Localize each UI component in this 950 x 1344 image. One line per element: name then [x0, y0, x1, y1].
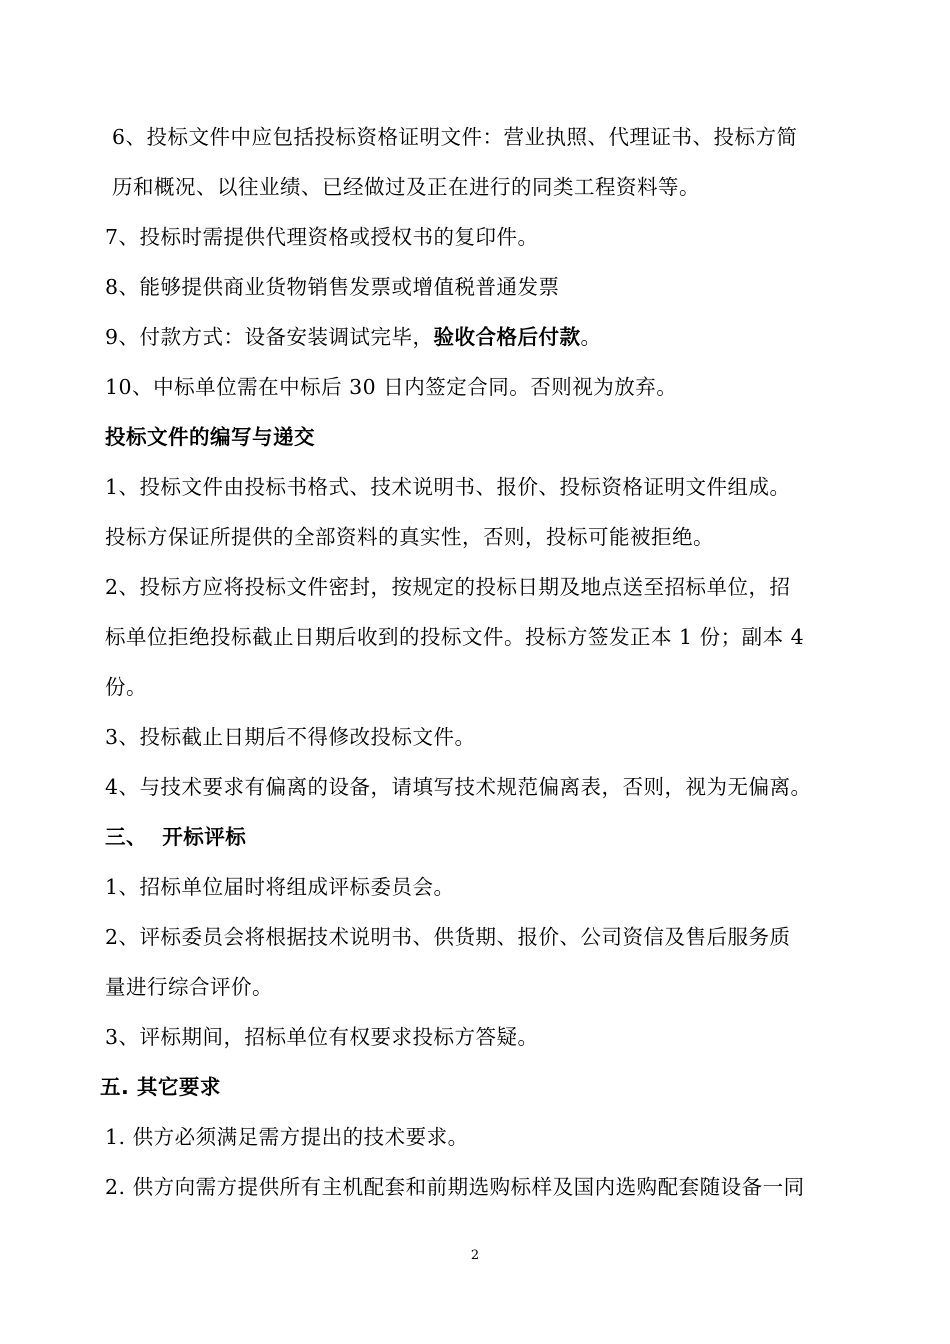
page-number: 2: [470, 1248, 480, 1263]
item-6-line-2: 历和概况、以往业绩、已经做过及正在进行的同类工程资料等。: [112, 175, 700, 199]
bid-docs-heading: 投标文件的编写与递交: [105, 425, 315, 449]
other-requirements-heading: 五. 其它要求: [100, 1075, 221, 1099]
bid-docs-item-1-line-1: 1、投标文件由投标书格式、技术说明书、报价、投标资格证明文件组成。: [105, 475, 791, 499]
evaluation-item-3: 3、评标期间，招标单位有权要求投标方答疑。: [105, 1025, 539, 1049]
bid-docs-item-2-line-3: 份。: [105, 675, 147, 699]
item-9-prefix: 9、付款方式：设备安装调试完毕，: [105, 325, 434, 349]
item-9-suffix: 。: [580, 325, 602, 349]
bid-docs-item-2-line-2: 标单位拒绝投标截止日期后收到的投标文件。投标方签发正本 1 份；副本 4: [105, 625, 805, 649]
item-9: [105, 323, 602, 351]
evaluation-item-2-line-1: 2、评标委员会将根据技术说明书、供货期、报价、公司资信及售后服务质: [105, 925, 791, 949]
bid-docs-item-3: 3、投标截止日期后不得修改投标文件。: [105, 725, 476, 749]
bid-docs-item-2-line-1: 2、投标方应将投标文件密封，按规定的投标日期及地点送至招标单位，招: [105, 575, 791, 599]
other-item-2-line-1: 2. 供方向需方提供所有主机配套和前期选购标样及国内选购配套随设备一同: [105, 1175, 805, 1199]
evaluation-item-1: 1、招标单位届时将组成评标委员会。: [105, 875, 455, 899]
evaluation-item-2-line-2: 量进行综合评价。: [105, 975, 273, 999]
item-7: 7、投标时需提供代理资格或授权书的复印件。: [105, 225, 539, 249]
bid-docs-item-4: 4、与技术要求有偏离的设备，请填写技术规范偏离表，否则，视为无偏离。: [105, 775, 812, 799]
item-10: 10、中标单位需在中标后 30 日内签定合同。否则视为放弃。: [105, 375, 678, 399]
item-6-line-1: 6、投标文件中应包括投标资格证明文件：营业执照、代理证书、投标方简: [112, 125, 798, 149]
other-item-1: 1. 供方必须满足需方提出的技术要求。: [105, 1125, 469, 1149]
item-9-bold-text: 验收合格后付款: [433, 325, 581, 349]
item-8: 8、能够提供商业货物销售发票或增值税普通发票: [105, 275, 560, 299]
evaluation-heading: 三、 开标评标: [105, 825, 247, 849]
bid-docs-item-1-line-2: 投标方保证所提供的全部资料的真实性，否则，投标可能被拒绝。: [105, 525, 714, 549]
